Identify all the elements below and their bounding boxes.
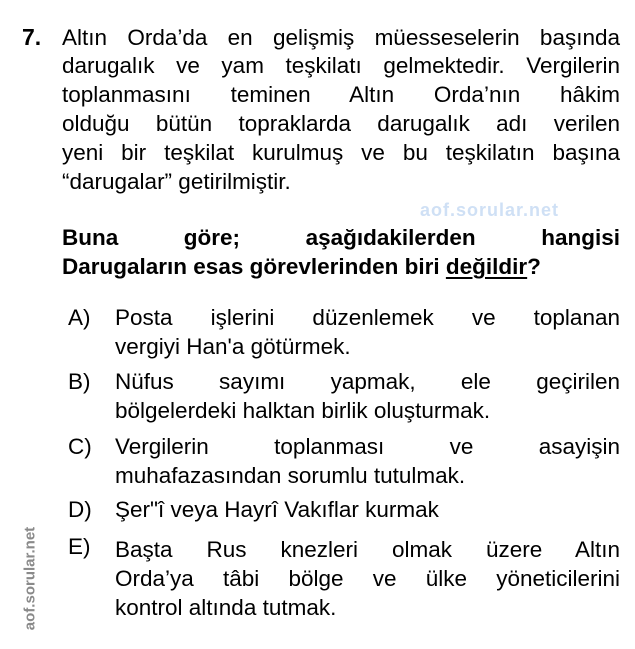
option-label: D)	[68, 497, 92, 522]
option-text: Orda’ya tâbi bölge ve ülke yöneticilerini	[115, 566, 620, 591]
stem-line: darugalık ve yam teşkilatı gelmektedir. Vergilerin	[62, 53, 620, 78]
stem-line: olduğu bütün topraklarda darugalık adı verilen	[62, 111, 620, 136]
option-text: muhafazasından sorumlu tutulmak.	[115, 463, 466, 488]
option-label: C)	[68, 434, 92, 459]
question-number: 7.	[22, 24, 42, 50]
option-text: Posta işlerini düzenlemek ve toplanan	[115, 305, 620, 330]
stem-line: yeni bir teşkilat kurulmuş ve bu teşkilatın başına	[62, 140, 620, 165]
option-text: Şer"î veya Hayrî Vakıflar kurmak	[115, 497, 439, 522]
stem-line: toplanmasını teminen Altın Orda’nın hâkim	[62, 82, 620, 107]
prompt-line: Buna göre; aşağıdakilerden hangisi	[62, 225, 620, 250]
option-text: bölgelerdeki halktan birlik oluşturmak.	[115, 398, 491, 423]
option-text: kontrol altında tutmak.	[115, 595, 337, 620]
option-text: Nüfus sayımı yapmak, ele geçirilen	[115, 369, 620, 394]
negation-word: değildir	[445, 254, 528, 279]
side-watermark: aof.sorular.net	[21, 526, 39, 631]
option-text: vergiyi Han'a götürmek.	[115, 334, 351, 359]
prompt-line: Darugaların esas görevlerinden biri değildir?	[62, 254, 541, 279]
option-label: A)	[68, 305, 91, 330]
option-label: B)	[68, 369, 91, 394]
stem-line: “darugalar” getirilmiştir.	[62, 169, 291, 194]
stem-line: Altın Orda’da en gelişmiş müesseselerin başında	[62, 25, 620, 50]
option-text: Başta Rus knezleri olmak üzere Altın	[115, 537, 620, 562]
watermark: aof.sorular.net	[420, 200, 560, 220]
option-text: Vergilerin toplanması ve asayişin	[115, 434, 620, 459]
option-label: E)	[68, 534, 91, 559]
